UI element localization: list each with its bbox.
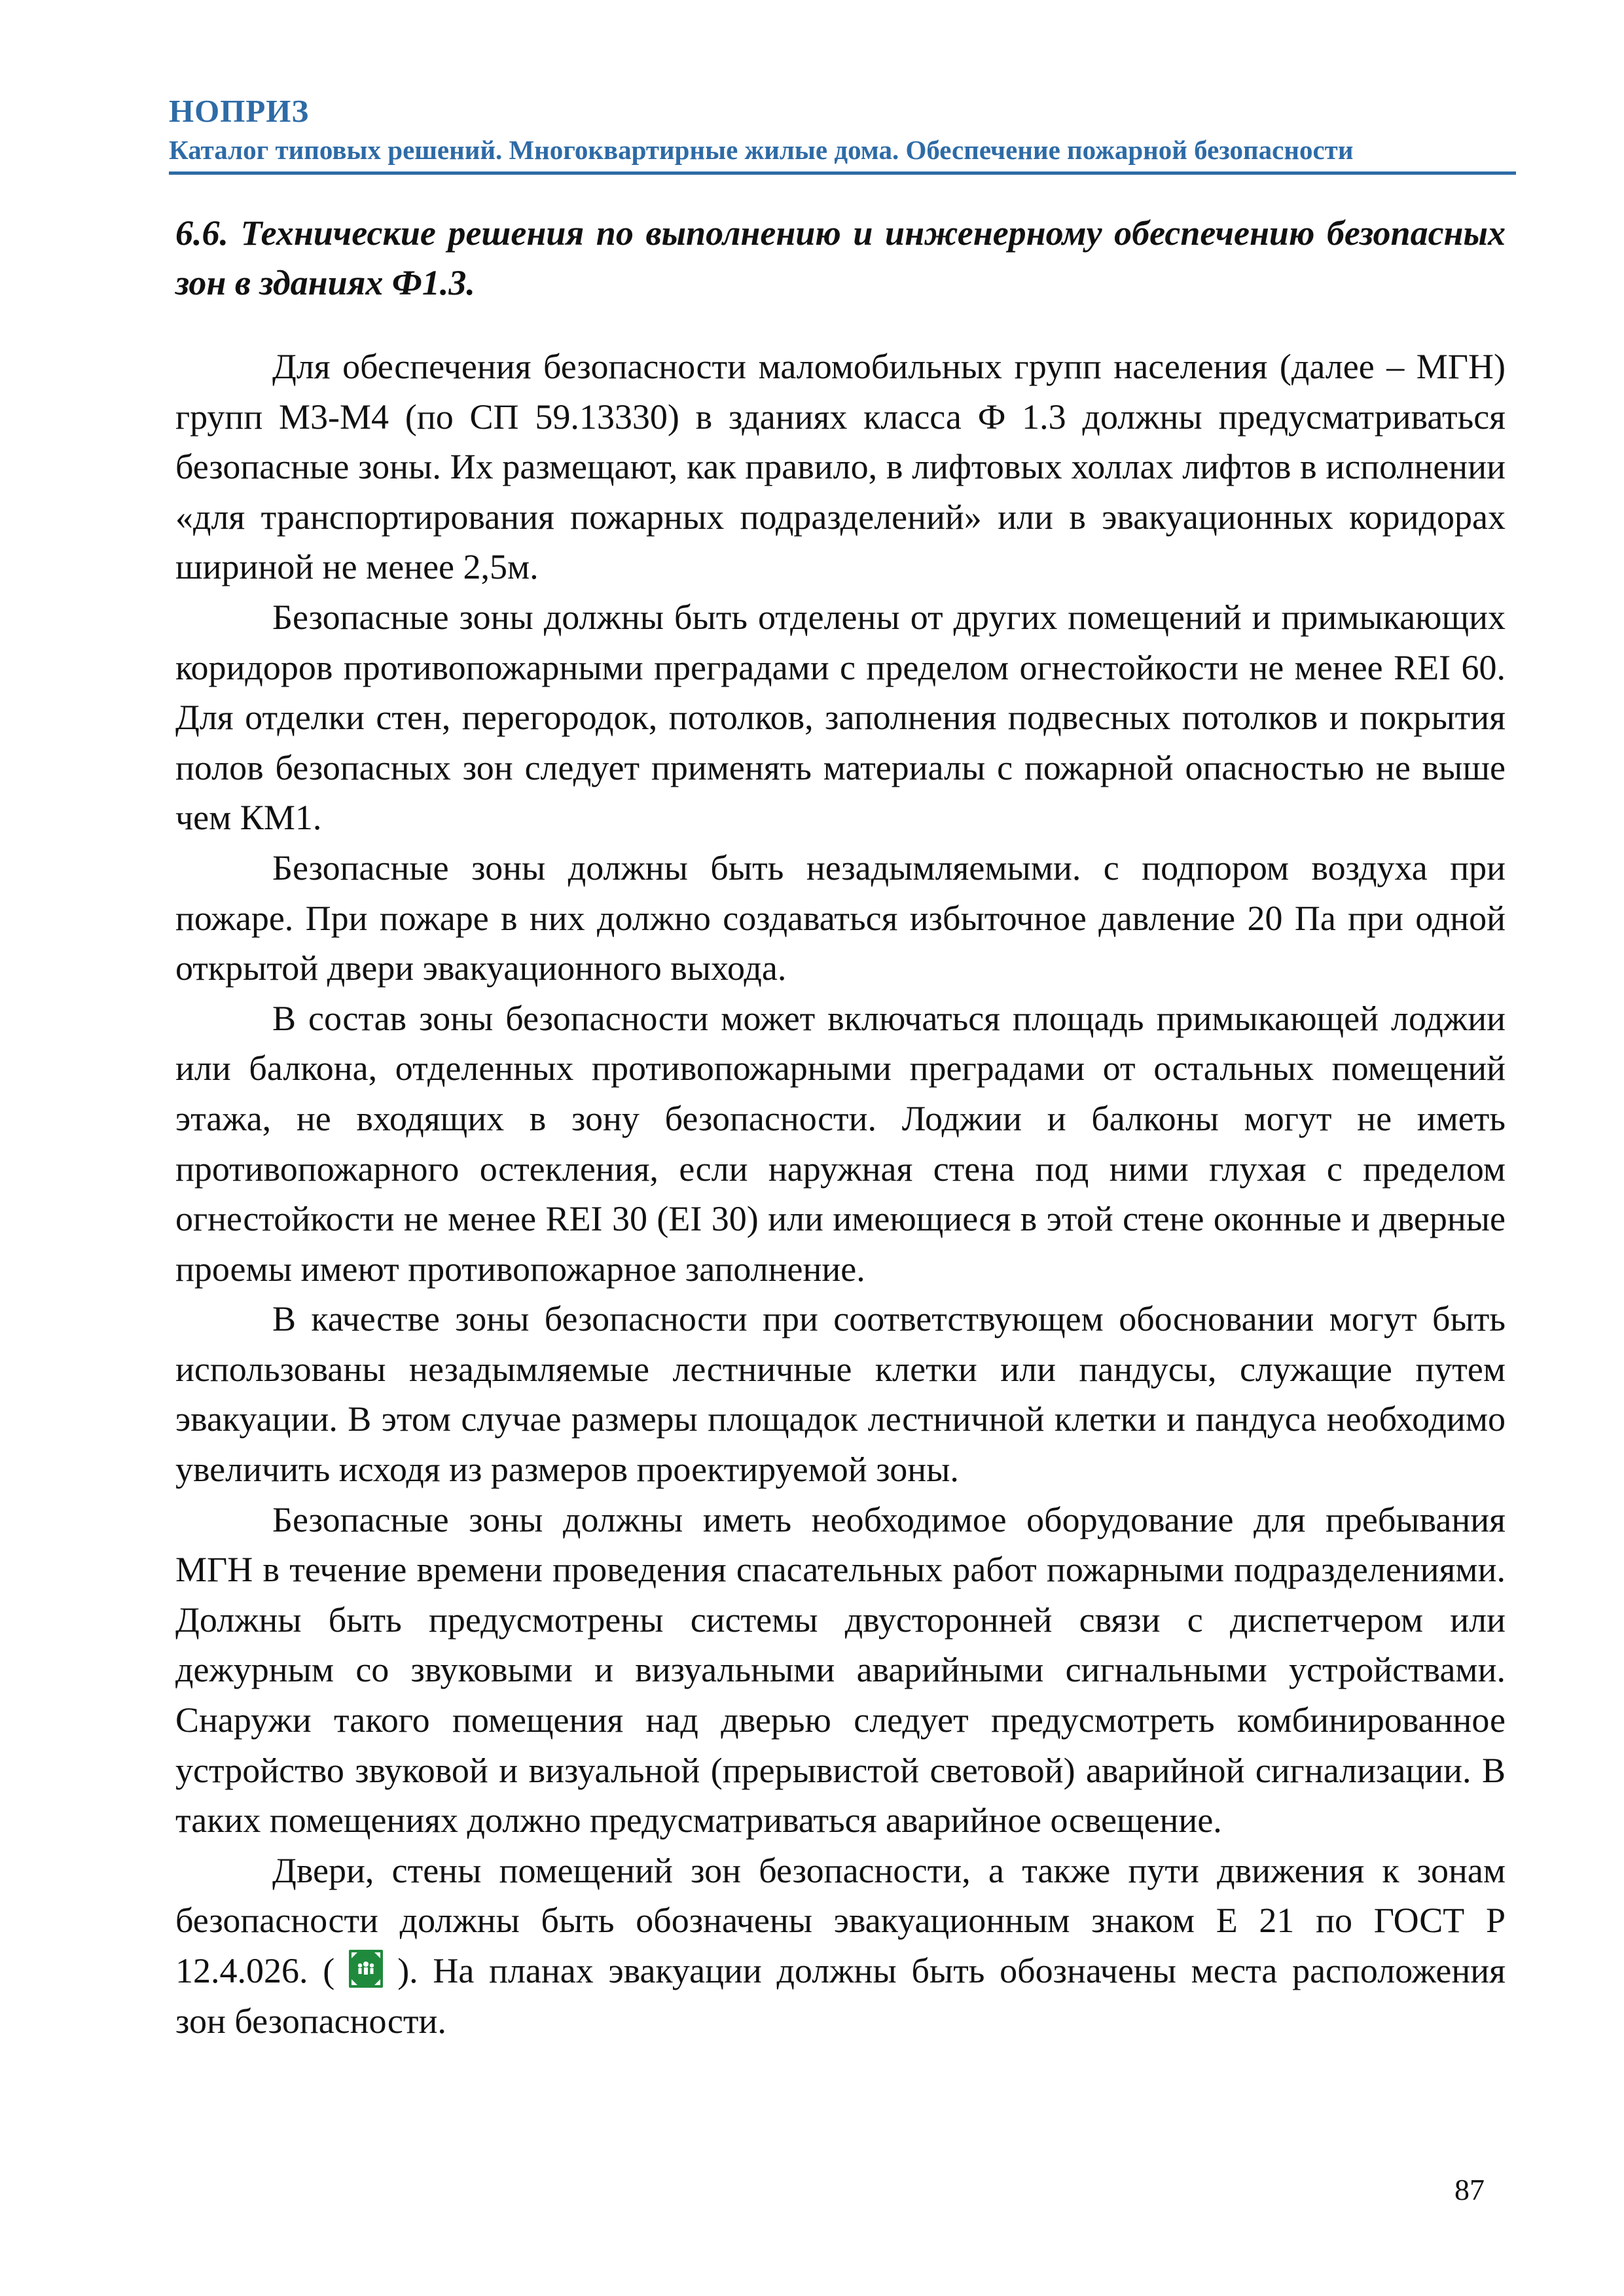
page-header <box>169 92 1516 168</box>
paragraph-7 <box>175 1846 1506 2046</box>
section-heading: 6.6. Технические решения по выполнению и инженерному обеспечению безопасных зон в зданиях Ф1.3. <box>175 213 1506 302</box>
paragraph-2: Безопасные зоны должны быть отделены от других помещений и примыкающих коридоров противопожарными преградами с пределом огнестойкости не менее REI 60. Для отделки стен, перегородок, потолков, заполнения подвесных потолков и покрытия полов безопасных зон следует применять материалы с пожарной опасностью не выше чем КМ1. <box>175 597 1506 838</box>
header-divider <box>169 171 1516 175</box>
paragraph-3: Безопасные зоны должны быть незадымляемыми. с подпором воздуха при пожаре. При пожаре в них должно создаваться избыточное давление 20 Па при одной открытой двери эвакуационного выхода. <box>175 848 1506 988</box>
paragraph-7-start: Двери, стены помещений зон безопасности, а также пути движения к зонам безопасности должны быть обозначены эвакуационным знаком Е 21 по ГОСТ Р 12.4.026. ( <box>175 1850 1506 1990</box>
paragraph-4: В состав зоны безопасности может включаться площадь примыкающей лоджии или балкона, отделенных противопожарными преградами от остальных помещений этажа, не входящих в зону безопасности. Лоджии и балконы могут не иметь противопожарного остекления, если наружная стена под ними глухая с пределом огнестойкости не менее REI 30 (EI 30) или имеющиеся в этой стене оконные и дверные проемы имеют противопожарное заполнение. <box>175 998 1506 1289</box>
paragraph-1: Для обеспечения безопасности маломобильных групп населения (далее – МГН) групп М3-М4 (по СП 59.13330) в зданиях класса Ф 1.3 должны предусматриваться безопасные зоны. Их размещают, как правило, в лифтовых холлах лифтов в исполнении «для транспортирования пожарных подразделений» или в эвакуационных коридорах шириной не менее 2,5м. <box>175 347 1506 587</box>
header-subtitle: Каталог типовых решений. Многоквартирные жилые дома. Обеспечение пожарной безопасности <box>169 135 1354 165</box>
page-number: 87 <box>1454 2173 1485 2206</box>
paragraph-5: В качестве зоны безопасности при соответствующем обосновании могут быть использованы незадымляемые лестничные клетки или пандусы, служащие путем эвакуации. В этом случае размеры площадок лестничной клетки и пандуса необходимо увеличить исходя из размеров проектируемой зоны. <box>175 1299 1506 1490</box>
page-content <box>175 208 1506 2046</box>
header-organization: НОПРИЗ <box>169 93 310 129</box>
evacuation-assembly-point-sign-icon <box>349 1950 383 1988</box>
paragraph-6: Безопасные зоны должны иметь необходимое оборудование для пребывания МГН в течение времени проведения спасательных работ пожарными подразделениями. Должны быть предусмотрены системы двусторонней связи с диспетчером или дежурным со звуковыми и визуальными аварийными сигнальными устройствами. Снаружи такого помещения над дверью следует предусмотреть комбинированное устройство звуковой и визуальной (прерывистой световой) аварийной сигнализации. В таких помещениях должно предусматриваться аварийное освещение. <box>175 1499 1506 1840</box>
paragraph-7-end: ). На планах эвакуации должны быть обозначены места расположения зон безопасности. <box>175 1951 1506 2041</box>
